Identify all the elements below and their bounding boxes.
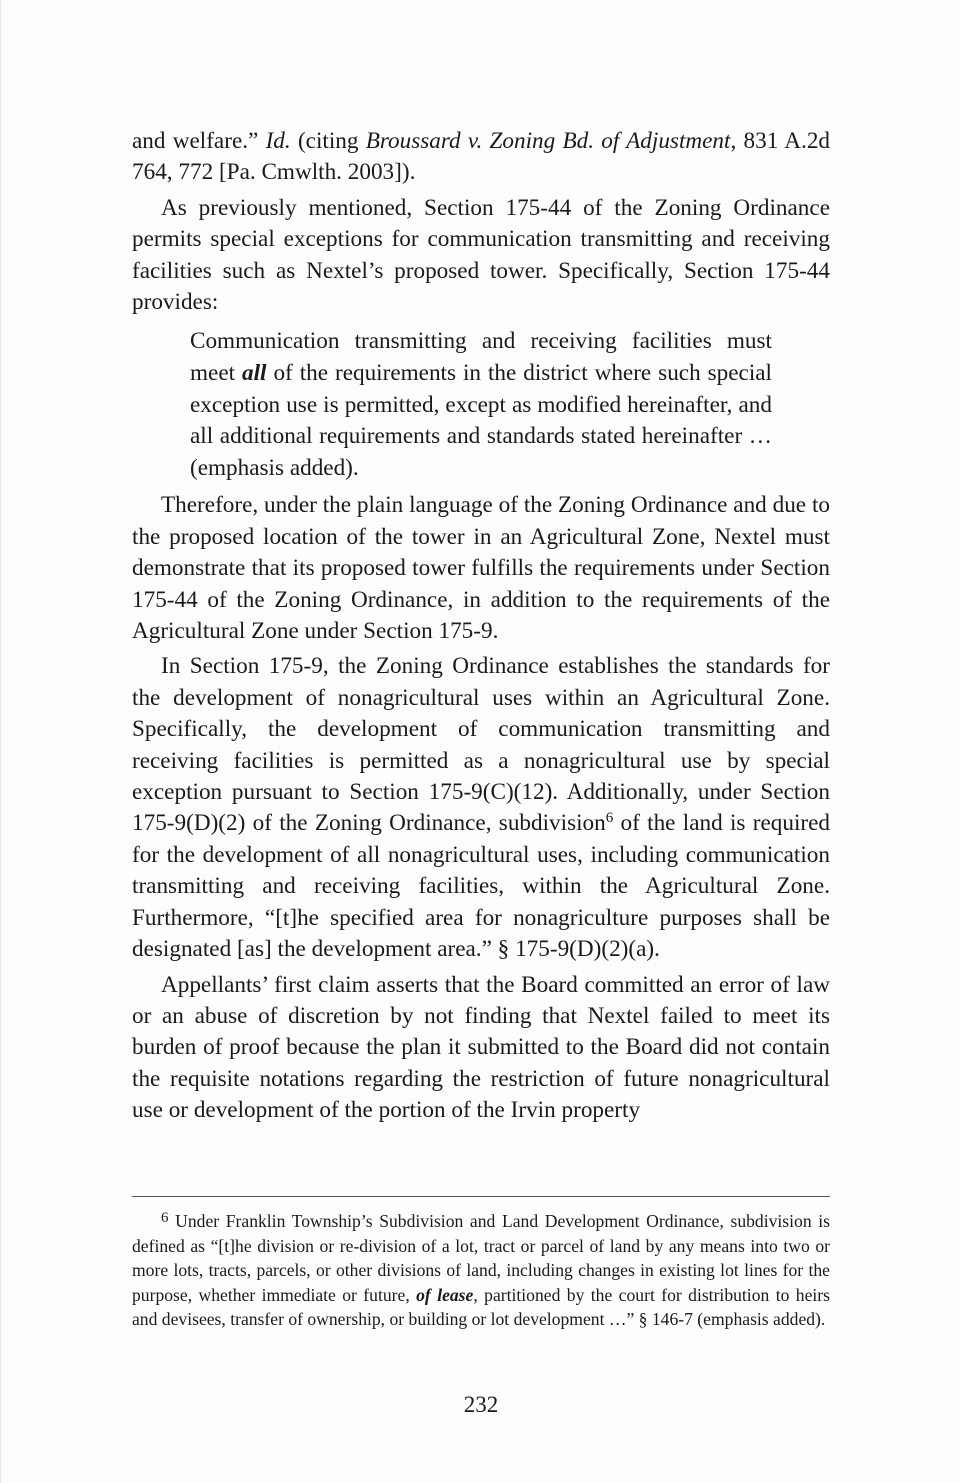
page-number: 232 [463, 1392, 499, 1417]
quote-text-2: of the requirements in the district where such special exception use is permitted, except as modified hereinafter, and all additional requirements and standards stated hereinafter … (emphasis added). [190, 360, 772, 481]
p1-text-2: (citing [290, 128, 366, 154]
paragraph-5: Appellants’ first claim asserts that the Board committed an error of law or an abuse of discretion by not finding that Nextel failed to meet its burden of proof because the plan it submitted to the Board did not contain the requisite notations regarding the restriction of future nonagricultural use or development of the portion of the Irvin property [132, 971, 830, 1124]
footnote-reference: 6 [605, 810, 614, 827]
p1-text-3: , 831 A.2d 764, 772 [Pa. Cmwlth. 2003]). [132, 128, 831, 186]
p4-text: In Section 175-9, the Zoning Ordinance establishes the standards for the development of nonagricultural uses within an Agricultural Zone. Specifically, the development of communication transmitting and receiving facilities is permitted as a nonagricultural use by special exception pursuant to Section 175-9(C)(12). Additionally, under Section 175-9(D)(2) of the Zoning Ordinance, subdivision [132, 653, 830, 837]
footnote [132, 1209, 830, 1332]
quote-text: Communication transmitting and receiving facilities must meet [190, 328, 772, 387]
p1-citation-id: Id. [265, 128, 291, 154]
paragraph-4 [132, 651, 830, 965]
footnote-text-2: , partitioned by the court for distribution to heirs and devisees, transfer of ownership, or building or lot development …” § 146-7 (emphasis added). [132, 1284, 830, 1330]
p4-text-2: of the land is required for the development of all nonagricultural uses, including communication transmitting and receiving facilities, within the Agricultural Zone. Furthermore, “[t]he specified area for nonagriculture purposes shall be designated [as] the development area.” § 175-9(D)(2)(a). [132, 810, 830, 963]
paragraph-3: Therefore, under the plain language of the Zoning Ordinance and due to the proposed location of the tower in an Agricultural Zone, Nextel must demonstrate that its proposed tower fulfills the requirements under Section 175-44 of the Zoning Ordinance, in addition to the requirements of the Agricultural Zone under Section 175-9. [132, 492, 830, 645]
p1-case-name: Broussard v. Zoning Bd. of Adjustment [365, 128, 731, 154]
block-quote [190, 326, 772, 484]
footnote-text: Under Franklin Township’s Subdivision and Land Development Ordinance, subdivision is defined as “[t]he division or re-division of a lot, tract or parcel of land by any means into two or more lots, tracts, parcels, or other divisions of land, including changes in existing lot lines for the purpose, whether immediate or future, [132, 1211, 830, 1305]
paragraph-1 [132, 126, 830, 189]
footnote-emphasis: of lease [416, 1284, 474, 1305]
body-text [132, 126, 830, 1127]
paragraph-2: As previously mentioned, Section 175-44 of the Zoning Ordinance permits special exceptions for communication transmitting and receiving facilities such as Nextel’s proposed tower. Specifically, Section 175-44 provides: [132, 194, 830, 316]
quote-emphasis: all [242, 360, 267, 387]
footnote-number: 6 [161, 1210, 169, 1226]
p1-text: and welfare.” [132, 128, 266, 154]
footnote-divider [132, 1196, 830, 1197]
